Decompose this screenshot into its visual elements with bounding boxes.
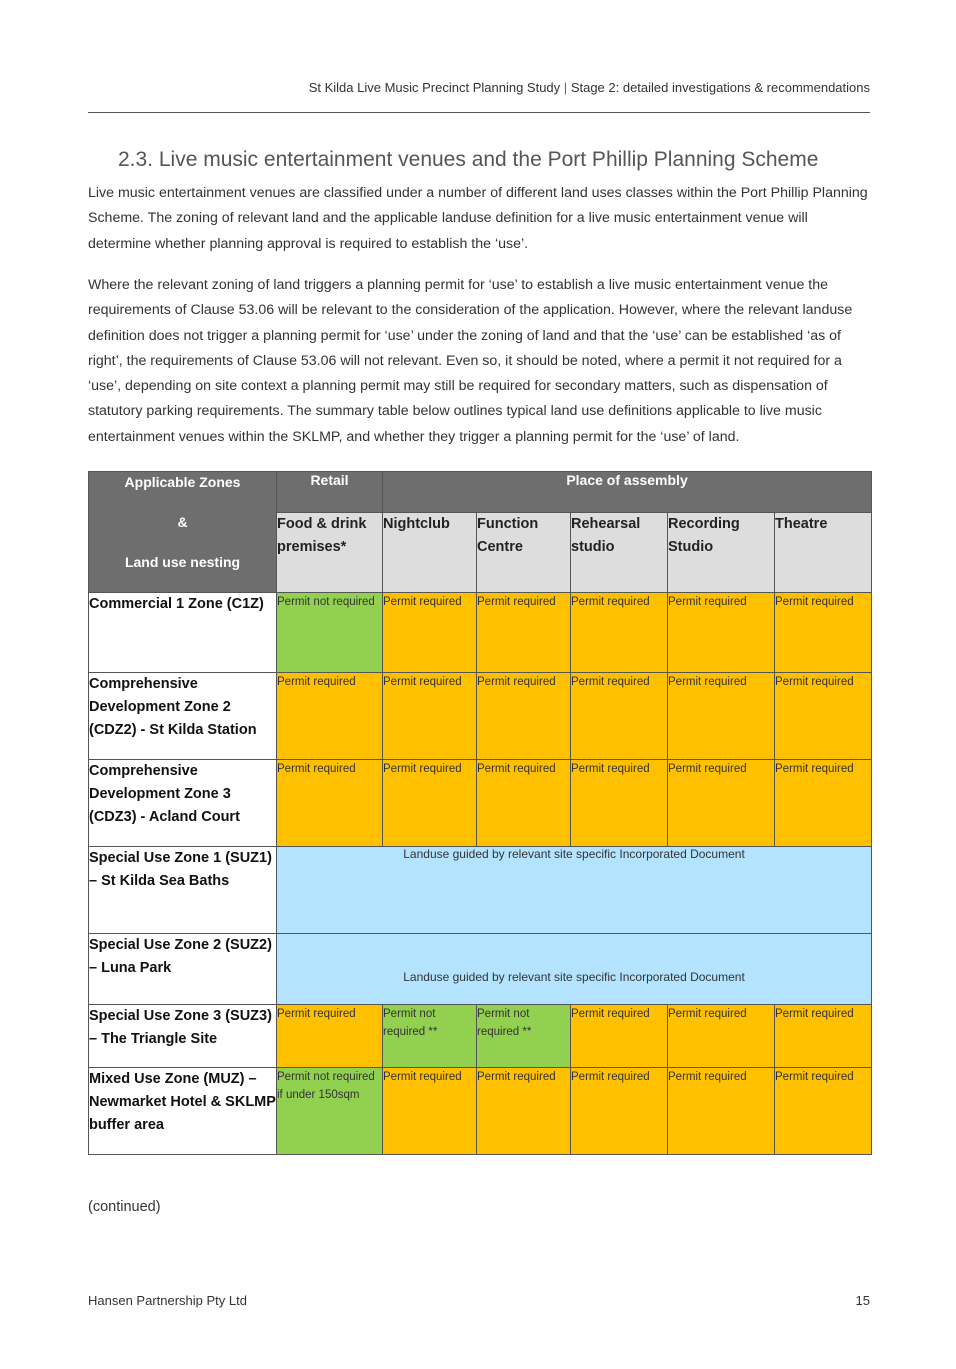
permit-cell: Permit required (775, 673, 872, 760)
permit-cell: Permit required (668, 673, 775, 760)
column-header: Food & drink premises* (277, 513, 383, 593)
zone-name: Special Use Zone 2 (SUZ2) – Luna Park (89, 934, 277, 1005)
permit-cell: Permit required (383, 1068, 477, 1155)
zone-name: Special Use Zone 1 (SUZ1) – St Kilda Sea Baths (89, 847, 277, 934)
permit-cell: Permit required (477, 673, 571, 760)
permit-cell: Permit required (477, 1068, 571, 1155)
group-header-place-of-assembly: Place of assembly (383, 472, 872, 513)
column-header: Function Centre (477, 513, 571, 593)
table-row (89, 934, 872, 1005)
column-header: Rehearsal studio (571, 513, 668, 593)
footer-company: Hansen Partnership Pty Ltd (88, 1293, 247, 1308)
zone-name: Special Use Zone 3 (SUZ3) – The Triangle Site (89, 1005, 277, 1068)
running-header (88, 80, 870, 95)
permit-cell: Permit required (775, 593, 872, 673)
permit-cell: Permit not required ** (383, 1005, 477, 1068)
table-row (89, 760, 872, 847)
zone-name: Mixed Use Zone (MUZ) – Newmarket Hotel & SKLMP buffer area (89, 1068, 277, 1155)
permit-cell: Permit required (571, 1005, 668, 1068)
table-row (89, 1068, 872, 1155)
permit-cell: Permit required (277, 673, 383, 760)
permit-cell: Permit required (277, 760, 383, 847)
column-header: Theatre (775, 513, 872, 593)
permit-cell: Permit required (383, 673, 477, 760)
permit-cell: Permit required (668, 1068, 775, 1155)
permit-cell: Permit required (571, 673, 668, 760)
permit-cell: Permit required (571, 593, 668, 673)
page-number: 15 (855, 1293, 870, 1308)
corner-line-1: Applicable Zones (124, 474, 241, 490)
permit-cell: Permit required (775, 1005, 872, 1068)
incorporated-document-cell: Landuse guided by relevant site specific Incorporated Document (277, 934, 872, 1005)
header-stage: Stage 2: detailed investigations & recommendations (570, 80, 870, 95)
permit-cell: Permit not required if under 150sqm (277, 1068, 383, 1155)
corner-line-3: Land use nesting (124, 554, 241, 570)
permit-cell: Permit required (277, 1005, 383, 1068)
incorporated-document-cell: Landuse guided by relevant site specific Incorporated Document (277, 847, 872, 934)
permit-cell: Permit required (775, 1068, 872, 1155)
table-row (89, 673, 872, 760)
corner-header (89, 472, 277, 593)
column-header: Recording Studio (668, 513, 775, 593)
permit-cell: Permit required (571, 760, 668, 847)
permit-cell: Permit required (477, 760, 571, 847)
table-group-header-row (89, 472, 872, 513)
section-title: 2.3. Live music entertainment venues and the Port Phillip Planning Scheme (118, 148, 819, 171)
permit-cell: Permit required (668, 1005, 775, 1068)
table-row (89, 847, 872, 934)
permit-cell: Permit required (571, 1068, 668, 1155)
corner-line-2: & (177, 514, 188, 530)
group-header-retail: Retail (277, 472, 383, 513)
table-row (89, 593, 872, 673)
zone-name: Comprehensive Development Zone 2 (CDZ2) - St Kilda Station (89, 673, 277, 760)
zone-name: Commercial 1 Zone (C1Z) (89, 593, 277, 673)
permit-cell: Permit required (383, 593, 477, 673)
header-study: St Kilda Live Music Precinct Planning Study (308, 80, 561, 95)
permit-cell: Permit not required (277, 593, 383, 673)
permit-cell: Permit required (477, 593, 571, 673)
zone-name: Comprehensive Development Zone 3 (CDZ3) - Acland Court (89, 760, 277, 847)
permit-cell: Permit required (383, 760, 477, 847)
column-header: Nightclub (383, 513, 477, 593)
header-rule (88, 112, 870, 113)
permit-cell: Permit required (775, 760, 872, 847)
header-separator: | (563, 80, 568, 95)
table-row (89, 1005, 872, 1068)
permit-cell: Permit required (668, 593, 775, 673)
permit-cell: Permit required (668, 760, 775, 847)
continued-note: (continued) (88, 1199, 161, 1215)
paragraph-1: Live music entertainment venues are classified under a number of different land uses classes within the Port Phillip Planning Scheme. The zoning of relevant land and the applicable landuse definition for a live music entertainment venue will determine whether planning approval is required to establish the ‘use’. (88, 185, 868, 252)
zones-permit-table (88, 471, 872, 1155)
permit-cell: Permit not required ** (477, 1005, 571, 1068)
paragraph-2: Where the relevant zoning of land triggers a planning permit for ‘use’ to establish a live music entertainment venue the requirements of Clause 53.06 will be relevant to the consideration of the application. However, where the relevant landuse definition does not trigger a planning permit for ‘use’ under the zoning of land and that the ‘use’ can be established ‘as of right’, the requirements of Clause 53.06 will not relevant. Even so, it should be noted, where a permit it not required for a ‘use’, depending on site context a planning permit may still be required for secondary matters, such as dispensation of statutory parking requirements. The summary table below outlines typical land use definitions applicable to live music entertainment venues within the SKLMP, and whether they trigger a planning permit for the ‘use’ of land. (88, 277, 853, 445)
